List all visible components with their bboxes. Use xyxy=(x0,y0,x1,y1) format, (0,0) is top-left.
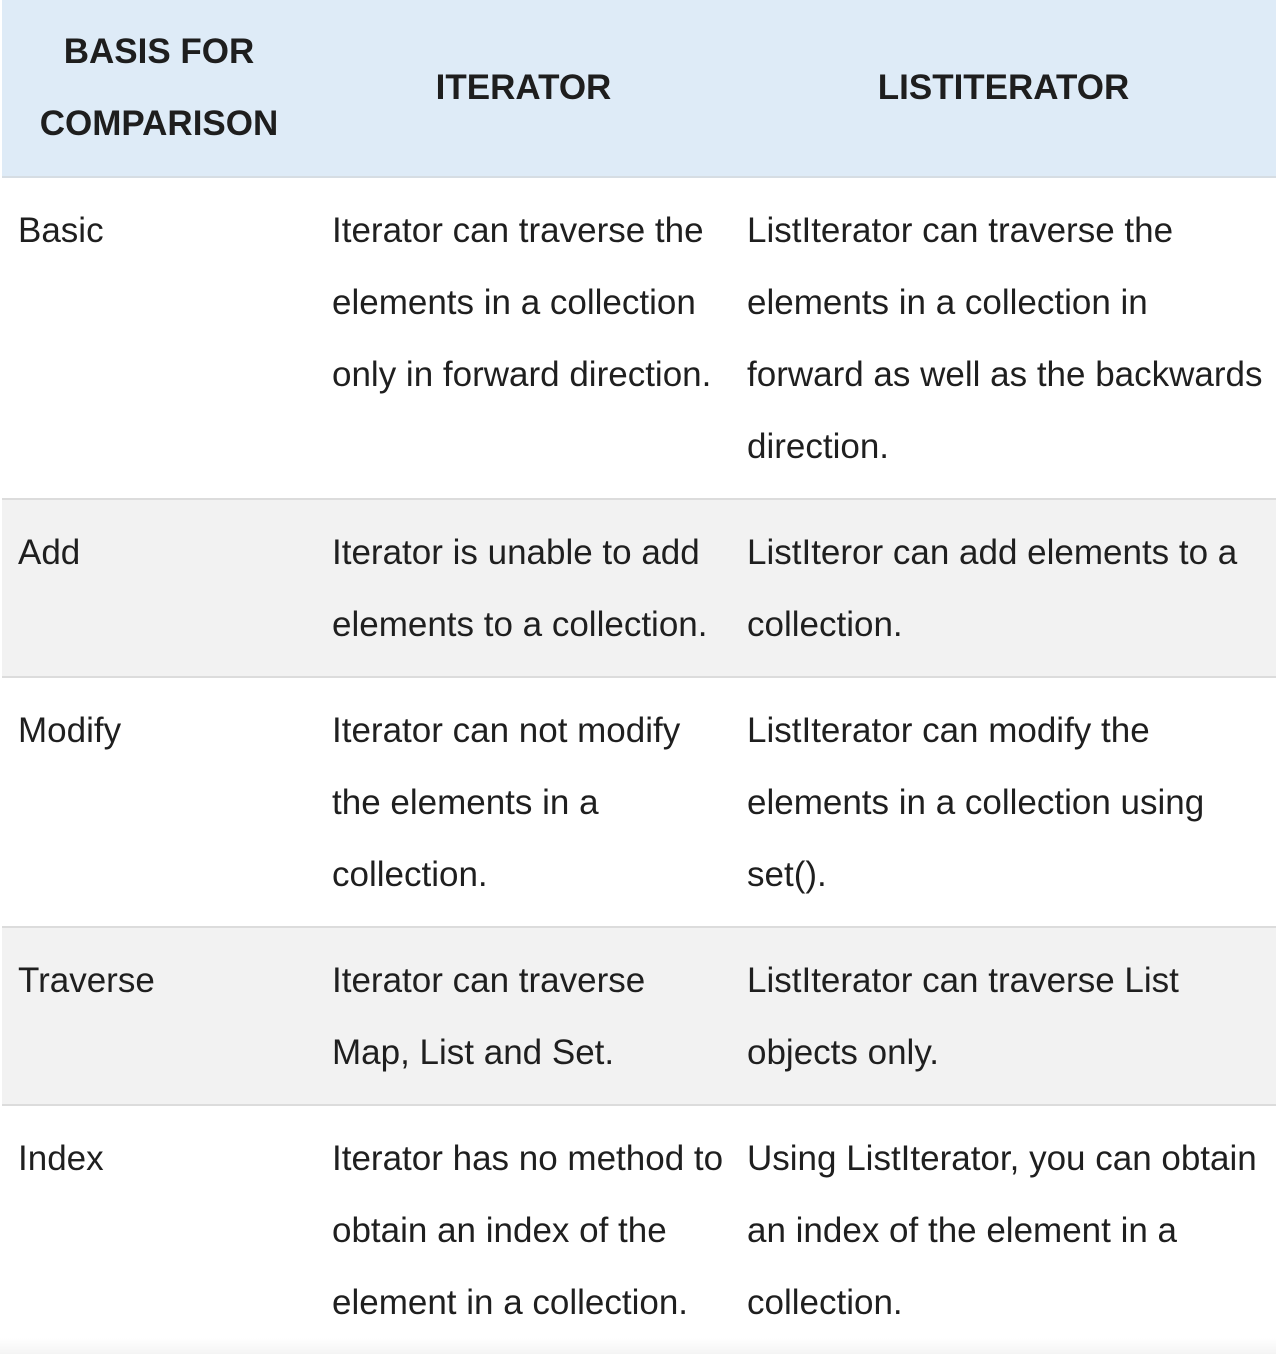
table-row xyxy=(2,178,1276,500)
bottom-edge-shade xyxy=(0,1338,1276,1354)
row-listiterator-cell: ListIterator can traverse the elements in a collection in forward as well as the backwards direction. xyxy=(747,211,1263,466)
row-listiterator-cell: ListIterator can modify the elements in a collection using set(). xyxy=(747,711,1205,894)
table-row xyxy=(2,678,1276,928)
row-iterator-cell: Iterator can not modify the elements in a collection. xyxy=(332,711,681,894)
header-listiterator: LISTITERATOR xyxy=(877,68,1130,107)
row-basis-cell: Index xyxy=(18,1139,104,1178)
row-listiterator-cell: Using ListIterator, you can obtain an index of the element in a collection. xyxy=(747,1139,1257,1322)
row-basis-cell: Modify xyxy=(18,711,122,750)
table-row xyxy=(2,1106,1276,1356)
table-row xyxy=(2,928,1276,1106)
row-basis-cell: Add xyxy=(18,533,81,572)
row-listiterator-cell: ListIterator can traverse List objects only. xyxy=(747,961,1179,1072)
table-header-row xyxy=(2,0,1276,178)
row-iterator-cell: Iterator can traverse Map, List and Set. xyxy=(332,961,646,1072)
row-basis-cell: Traverse xyxy=(18,961,155,1000)
row-basis-cell: Basic xyxy=(18,211,104,250)
row-iterator-cell: Iterator is unable to add elements to a collection. xyxy=(332,533,708,644)
table-row xyxy=(2,500,1276,678)
row-iterator-cell: Iterator can traverse the elements in a collection only in forward direction. xyxy=(332,211,712,394)
row-listiterator-cell: ListIteror can add elements to a collection. xyxy=(747,533,1238,644)
header-iterator: ITERATOR xyxy=(435,68,612,107)
row-iterator-cell: Iterator has no method to obtain an index of the element in a collection. xyxy=(332,1139,724,1322)
header-basis-for-comparison: BASIS FOR COMPARISON xyxy=(39,32,279,143)
comparison-table xyxy=(2,0,1276,1356)
